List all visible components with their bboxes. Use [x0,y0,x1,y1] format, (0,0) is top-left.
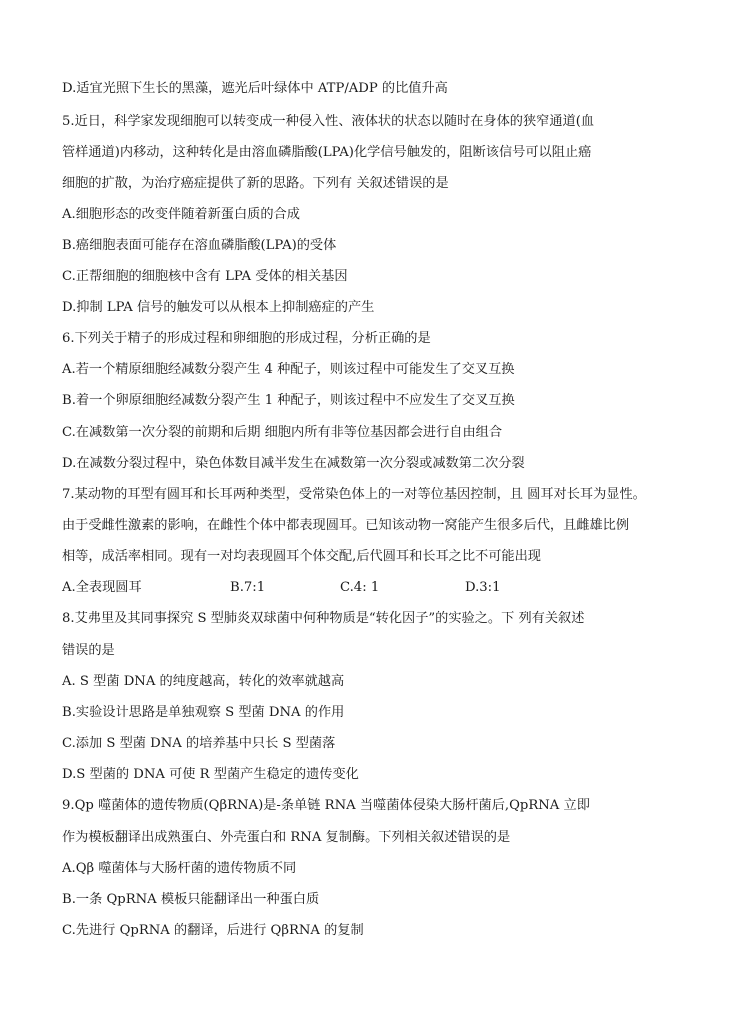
option-line: B.实验设计思路是单独观察 S 型菌 DNA 的作用 [62,705,345,720]
option-line: A.Qβ 噬菌体与大肠杆菌的遗传物质不同 [62,861,297,876]
option-line: C.添加 S 型菌 DNA 的培养基中只长 S 型菌落 [62,736,336,751]
option-line: B.着一个卵原细胞经减数分裂产生 1 种配子，则该过程中不应发生了交叉互换 [62,393,515,408]
question-7-line: 7.某动物的耳型有圆耳和长耳两种类型，受常染色体上的一对等位基因控制，且 圆耳对长耳为显性。 [62,487,646,502]
option-line: C.先进行 QpRNA 的翻译，后进行 QβRNA 的复制 [62,923,364,938]
text-line: D.适宜光照下生长的黑藻，遮光后叶绿体中 ATP/ADP 的比值升高 [62,81,448,96]
text-line: 相等，成活率相同。现有一对均表现圆耳个体交配,后代圆耳和长耳之比不可能出现 [62,549,541,564]
option-line: C.在减数第一次分裂的前期和后期 细胞内所有非等位基因都会进行自由组合 [62,425,503,440]
question-6-line: 6.下列关于精子的形成过程和卵细胞的形成过程，分析正确的是 [62,331,431,346]
option-line: B.癌细胞表面可能存在溶血磷脂酸(LPA)的受体 [62,238,337,253]
option-a: A.全表现圆耳 [62,580,142,595]
option-line: A.细胞形态的改变伴随着新蛋白质的合成 [62,207,300,222]
option-c: C.4: 1 [340,580,380,595]
option-line: A.若一个精原细胞经减数分裂产生 4 种配子，则该过程中可能发生了交叉互换 [62,362,515,377]
question-8-line: 8.艾弗里及其同事探究 S 型肺炎双球菌中何种物质是“转化因子”的实验之。下 列有关叙述 [62,611,585,626]
text-line: 由于受雌性激素的影响，在雌性个体中都表现圆耳。已知该动物一窝能产生很多后代，且雌雄比例 [62,518,630,533]
option-b: B.7:1 [230,580,266,595]
text-line: 细胞的扩散，为治疗癌症提供了新的思路。下列有 关叙述错误的是 [62,176,449,191]
question-9-line: 9.Qp 噬菌体的遗传物质(QβRNA)是-条单链 RNA 当噬菌体侵染大肠杆菌后,QpRNA 立即 [62,798,590,813]
option-line: D.抑制 LPA 信号的触发可以从根本上抑制癌症的产生 [62,300,375,315]
option-line: D.在减数分裂过程中，染色体数目减半发生在减数第一次分裂或减数第二次分裂 [62,456,525,471]
text-line: 管样通道)内移动，这种转化是由溶血磷脂酸(LPA)化学信号触发的，阻断该信号可以阻止癌 [62,145,592,160]
option-d: D.3:1 [465,580,501,595]
text-line: 作为模板翻译出成熟蛋白、外壳蛋白和 RNA 复制酶。下列相关叙述错误的是 [62,830,511,845]
option-line: C.正帮细胞的细胞核中含有 LPA 受体的相关基因 [62,269,348,284]
option-line: A. S 型菌 DNA 的纯度越高，转化的效率就越高 [62,674,345,689]
text-line: 错误的是 [62,643,115,658]
option-line: D.S 型菌的 DNA 可使 R 型菌产生稳定的遗传变化 [62,767,359,782]
question-5-line: 5.近日，科学家发现细胞可以转变成一种侵入性、液体状的状态以随时在身体的狭窄通道(血 [62,114,595,129]
option-line: B.一条 QpRNA 模板只能翻译出一种蛋白质 [62,892,320,907]
